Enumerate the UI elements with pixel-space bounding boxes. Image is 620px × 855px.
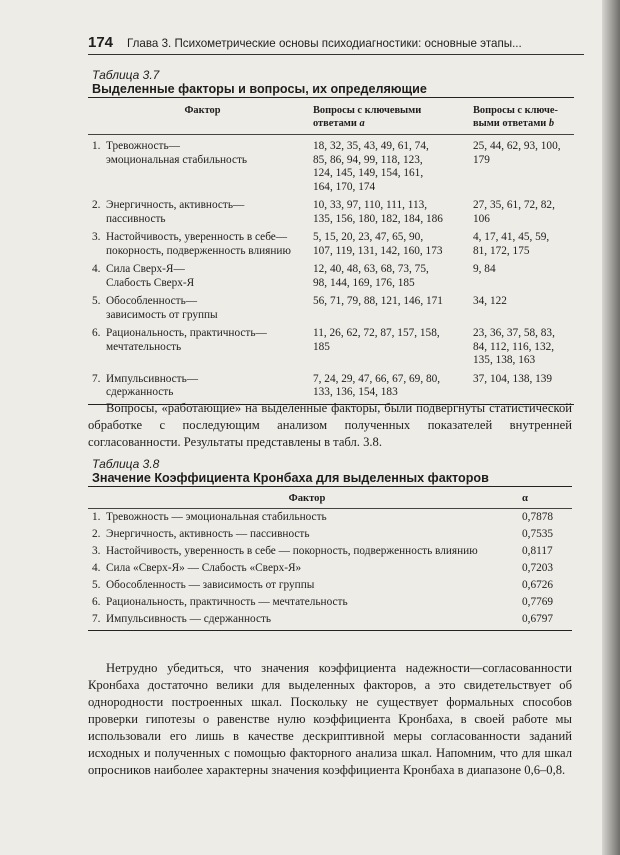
table-row (88, 526, 572, 543)
factor-name: Обособленность — зависимость от группы (106, 579, 315, 591)
row-number: 3. (92, 231, 101, 243)
table1-caption (92, 68, 427, 97)
table2-body (88, 509, 572, 628)
questions-b-cell: 34, 122 (473, 295, 507, 307)
running-header (88, 34, 584, 55)
questions-b-cell: 25, 44, 62, 93, 100, 179 (473, 140, 561, 166)
questions-a-cell: 10, 33, 97, 110, 111, 113, 135, 156, 180, 182, 184, 186 (313, 199, 443, 225)
table2-title: Значение Коэффициента Кронбаха для выделенных факторов (92, 471, 489, 485)
row-number: 7. (92, 372, 101, 385)
alpha-value: 0,7535 (522, 528, 554, 540)
alpha-value: 0,8117 (522, 545, 553, 557)
row-number: 2. (92, 199, 101, 211)
row-number: 4. (92, 562, 101, 574)
table1-title: Выделенные факторы и вопросы, их определяющие (92, 82, 427, 96)
questions-a-cell: 5, 15, 20, 23, 47, 65, 90, 107, 119, 131, 142, 160, 173 (313, 231, 443, 257)
paragraph-1: Вопросы, «работающие» на выделенные факторы, были подвергнуты статистической обработке с последующим анализом полученных показателей внутренней согласованности. Результаты представлены в табл. 3.8. (88, 401, 572, 449)
table-row (88, 231, 574, 258)
book-spine-shadow (602, 0, 620, 855)
questions-a-cell: 12, 40, 48, 63, 68, 73, 75, 98, 144, 169, 176, 185 (313, 263, 429, 289)
alpha-value: 0,7203 (522, 562, 554, 574)
factor-cell (88, 231, 313, 258)
table1-body (88, 140, 574, 400)
factor-name: Обособленность— зависимость от группы (106, 295, 218, 321)
table2-bottom-rule (88, 630, 572, 631)
factor-name: Тревожность— эмоциональная стабильность (106, 140, 248, 166)
table-row (88, 509, 572, 526)
table-row (88, 560, 572, 577)
table-row (88, 577, 572, 594)
questions-b-cell: 9, 84 (473, 263, 496, 275)
factor-name: Тревожность — эмоциональная стабильность (106, 511, 327, 523)
table1-col-a: Вопросы с ключевыми ответами a (313, 105, 422, 129)
questions-b-cell: 23, 36, 37, 58, 83, 84, 112, 116, 132, 135, 138, 163 (473, 327, 555, 366)
alpha-value: 0,7878 (522, 511, 554, 523)
factor-cell (88, 577, 522, 594)
table1-col-factor: Фактор (184, 105, 221, 116)
factor-name: Настойчивость, уверенность в себе — покорность, подверженность влиянию (106, 545, 478, 557)
table2-col-factor: Фактор (288, 493, 326, 504)
table1-col-b: Вопросы с ключе- выми ответами b (473, 105, 558, 129)
factor-cell (88, 199, 313, 226)
factor-name: Рациональность, практичность— мечтательность (106, 327, 267, 353)
table2 (88, 486, 572, 631)
table-row (88, 199, 574, 226)
questions-b-cell: 37, 104, 138, 139 (473, 372, 553, 385)
row-number: 6. (92, 327, 101, 339)
factor-name: Рациональность, практичность — мечтательность (106, 596, 348, 608)
factor-cell (88, 526, 522, 543)
alpha-value: 0,6726 (522, 579, 554, 591)
table-row (88, 611, 572, 628)
row-number: 3. (92, 545, 101, 557)
table-row (88, 543, 572, 560)
alpha-value: 0,6797 (522, 613, 554, 625)
factor-cell (88, 560, 522, 577)
table2-col-alpha: α (522, 493, 528, 504)
table2-caption (92, 457, 489, 486)
row-number: 1. (92, 140, 101, 152)
factor-cell (88, 373, 313, 400)
factor-cell (88, 263, 313, 290)
factor-name: Импульсивность— сдержанность (106, 372, 199, 398)
factor-cell (88, 295, 313, 322)
factor-cell (88, 327, 313, 368)
chapter-title: Глава 3. Психометрические основы психодиагностики: основные этапы... (127, 37, 522, 50)
factor-name: Настойчивость, уверенность в себе— покорность, подверженность влиянию (106, 231, 291, 257)
row-number: 7. (92, 613, 101, 625)
factor-cell (88, 543, 522, 560)
factor-name: Импульсивность — сдержанность (106, 613, 272, 625)
factor-name: Энергичность, активность— пассивность (106, 199, 245, 225)
table-row (88, 373, 574, 400)
factor-name: Энергичность, активность — пассивность (106, 528, 310, 540)
questions-a-cell: 11, 26, 62, 72, 87, 157, 158, 185 (313, 327, 440, 353)
questions-a-cell: 7, 24, 29, 47, 66, 67, 69, 80, 133, 136, 154, 183 (313, 372, 441, 398)
factor-cell (88, 140, 313, 194)
table-row (88, 295, 574, 322)
factor-name: Сила «Сверх-Я» — Слабость «Сверх-Я» (106, 562, 302, 574)
table1 (88, 97, 574, 405)
page-number: 174 (88, 34, 114, 51)
alpha-value: 0,7769 (522, 596, 554, 608)
row-number: 1. (92, 511, 101, 523)
row-number: 5. (92, 295, 101, 307)
table2-header-row (88, 487, 572, 509)
questions-a-cell: 18, 32, 35, 43, 49, 61, 74, 85, 86, 94, 99, 118, 123, 124, 145, 149, 154, 161, 164, 170, 174 (313, 140, 429, 193)
row-number: 2. (92, 528, 101, 540)
questions-b-cell: 4, 17, 41, 45, 59, 81, 172, 175 (473, 231, 550, 257)
paragraph-2: Нетрудно убедиться, что значения коэффициента надежности—согласованности Кронбаха достаточно велики для выделенных факторов, а это свидетельствует об однородности построенных шкал. Поскольку не существует формальных способов проверки гипотезы о равенстве нулю коэффициента Кронбаха, в своей работе мы использовали его лишь в качестве дескриптивной меры согласованности заданий исходных и полученных с помощью факторного анализа шкал. Напомним, что для шкал опросников наиболее характерны значения коэффициента Кронбаха в диапазоне 0,6–0,8. (88, 661, 572, 777)
table1-header-row (88, 98, 574, 135)
factor-cell (88, 509, 522, 526)
row-number: 6. (92, 596, 101, 608)
factor-cell (88, 611, 522, 628)
table-row (88, 594, 572, 611)
table1-label: Таблица 3.7 (92, 68, 160, 82)
table-row (88, 327, 574, 368)
questions-a-cell: 56, 71, 79, 88, 121, 146, 171 (313, 295, 443, 307)
questions-b-cell: 27, 35, 61, 72, 82, 106 (473, 199, 555, 225)
factor-cell (88, 594, 522, 611)
row-number: 5. (92, 579, 101, 591)
table-row (88, 263, 574, 290)
factor-name: Сила Сверх-Я— Слабость Сверх-Я (106, 263, 195, 289)
table-row (88, 140, 574, 194)
table2-label: Таблица 3.8 (92, 457, 160, 471)
row-number: 4. (92, 263, 101, 275)
